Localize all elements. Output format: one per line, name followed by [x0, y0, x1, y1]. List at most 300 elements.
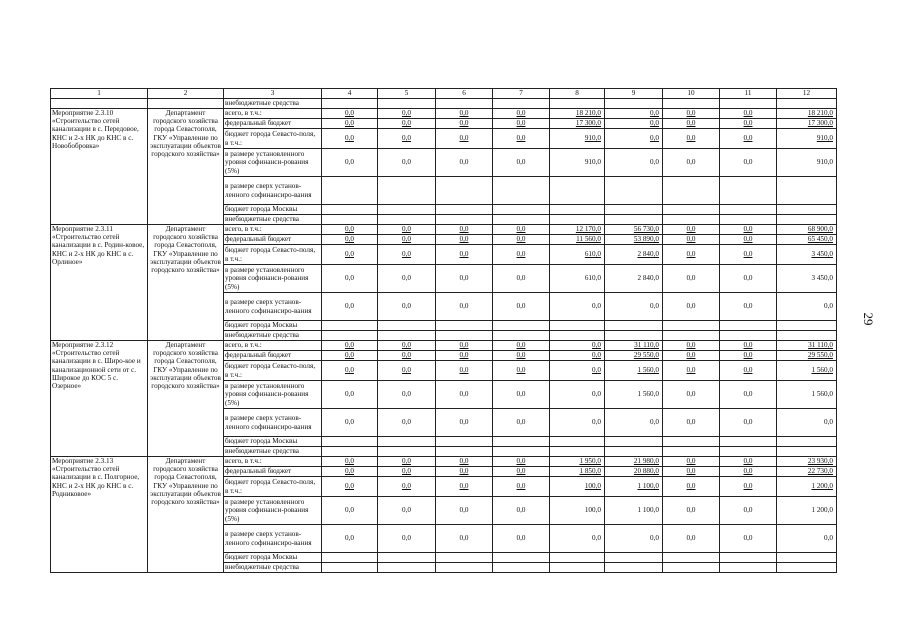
value-cell: 0,0: [720, 119, 777, 129]
value-cell: [720, 177, 777, 205]
value-cell: 0,0: [550, 351, 605, 361]
value-cell: 0,0: [663, 225, 720, 235]
value-cell: 11 560,0: [550, 235, 605, 245]
value-cell: 0,0: [663, 409, 720, 437]
column-header: 6: [436, 89, 493, 99]
event-name: Мероприятие 2.3.13 «Строительство сетей канализации в с. Полгорное, КНС и 2-х НК до КНС в с. Родниковое»: [51, 457, 148, 573]
event-name: Мероприятие 2.3.10 «Строительство сетей канализации в с. Передовое, КНС и 2-х НК до КНС в с. Новобобровка»: [51, 109, 148, 225]
value-cell: 0,0: [378, 225, 436, 235]
value-cell: 2 840,0: [605, 245, 663, 265]
funding-source-label: бюджет города Москвы: [224, 205, 322, 215]
column-header: 7: [493, 89, 550, 99]
column-header: 11: [720, 89, 777, 99]
value-cell: 0,0: [720, 235, 777, 245]
value-cell: 0,0: [493, 225, 550, 235]
value-cell: 0,0: [720, 381, 777, 409]
table-row: [51, 225, 837, 235]
empty-cell: [378, 99, 436, 109]
value-cell: [550, 563, 605, 573]
value-cell: [777, 177, 837, 205]
value-cell: 0,0: [378, 409, 436, 437]
value-cell: [550, 437, 605, 447]
value-cell: 56 730,0: [605, 225, 663, 235]
page-number: 29: [861, 312, 876, 326]
value-cell: [777, 437, 837, 447]
value-cell: [378, 553, 436, 563]
value-cell: 0,0: [378, 119, 436, 129]
value-cell: 0,0: [322, 235, 378, 245]
value-cell: 0,0: [322, 477, 378, 497]
value-cell: 0,0: [378, 109, 436, 119]
value-cell: 0,0: [493, 525, 550, 553]
funding-source-label: федеральный бюджет: [224, 119, 322, 129]
funding-source-label: в размере сверх установ-ленного софинансиро-вания: [224, 525, 322, 553]
value-cell: [663, 331, 720, 341]
value-cell: 0,0: [663, 129, 720, 149]
value-cell: [378, 205, 436, 215]
value-cell: [663, 553, 720, 563]
column-header: 8: [550, 89, 605, 99]
value-cell: 0,0: [378, 235, 436, 245]
value-cell: 0,0: [322, 293, 378, 321]
value-cell: 0,0: [777, 293, 837, 321]
value-cell: 0,0: [663, 293, 720, 321]
value-cell: 0,0: [436, 467, 493, 477]
value-cell: [720, 553, 777, 563]
value-cell: [720, 321, 777, 331]
value-cell: [605, 437, 663, 447]
value-cell: 0,0: [605, 109, 663, 119]
value-cell: [720, 215, 777, 225]
value-cell: 0,0: [436, 265, 493, 293]
value-cell: 1 200,0: [777, 497, 837, 525]
value-cell: [777, 331, 837, 341]
value-cell: [436, 205, 493, 215]
value-cell: 0,0: [720, 467, 777, 477]
value-cell: [436, 437, 493, 447]
value-cell: 0,0: [322, 351, 378, 361]
column-header: 9: [605, 89, 663, 99]
value-cell: 0,0: [605, 409, 663, 437]
value-cell: [720, 205, 777, 215]
value-cell: [493, 177, 550, 205]
value-cell: 0,0: [493, 235, 550, 245]
value-cell: [322, 553, 378, 563]
value-cell: 0,0: [663, 381, 720, 409]
funding-source-label: бюджет города Москвы: [224, 553, 322, 563]
column-header: 10: [663, 89, 720, 99]
value-cell: 0,0: [436, 409, 493, 437]
value-cell: [322, 177, 378, 205]
value-cell: 0,0: [322, 341, 378, 351]
value-cell: [663, 321, 720, 331]
value-cell: 0,0: [777, 409, 837, 437]
table-row: [51, 99, 837, 109]
value-cell: [550, 553, 605, 563]
value-cell: [605, 553, 663, 563]
value-cell: 0,0: [663, 341, 720, 351]
value-cell: 0,0: [322, 467, 378, 477]
value-cell: [605, 331, 663, 341]
value-cell: [777, 447, 837, 457]
value-cell: 0,0: [493, 351, 550, 361]
value-cell: [493, 553, 550, 563]
budget-table: [50, 88, 837, 573]
value-cell: 0,0: [322, 457, 378, 467]
value-cell: 0,0: [720, 149, 777, 177]
value-cell: [436, 563, 493, 573]
value-cell: 0,0: [436, 225, 493, 235]
value-cell: 0,0: [322, 245, 378, 265]
value-cell: 0,0: [720, 457, 777, 467]
value-cell: 0,0: [378, 477, 436, 497]
value-cell: 0,0: [720, 361, 777, 381]
value-cell: 0,0: [322, 497, 378, 525]
value-cell: 0,0: [663, 119, 720, 129]
value-cell: [663, 563, 720, 573]
value-cell: 0,0: [493, 265, 550, 293]
value-cell: 0,0: [720, 245, 777, 265]
value-cell: 0,0: [493, 497, 550, 525]
empty-cell: [605, 99, 663, 109]
value-cell: [493, 437, 550, 447]
value-cell: 0,0: [436, 497, 493, 525]
value-cell: [605, 447, 663, 457]
value-cell: 0,0: [378, 149, 436, 177]
value-cell: 0,0: [493, 129, 550, 149]
executor: Департамент городского хозяйства города Севастополя, ГКУ «Управление по эксплуатации объектов городского хозяйства»: [148, 225, 224, 341]
value-cell: 31 110,0: [605, 341, 663, 351]
value-cell: 0,0: [720, 129, 777, 149]
value-cell: 0,0: [605, 119, 663, 129]
value-cell: [436, 321, 493, 331]
value-cell: 0,0: [322, 225, 378, 235]
value-cell: 0,0: [550, 381, 605, 409]
value-cell: 53 890,0: [605, 235, 663, 245]
funding-source-label: в размере сверх установ-ленного софинансиро-вания: [224, 293, 322, 321]
value-cell: [605, 205, 663, 215]
value-cell: [720, 437, 777, 447]
value-cell: [378, 563, 436, 573]
value-cell: [493, 447, 550, 457]
value-cell: [663, 205, 720, 215]
value-cell: 0,0: [550, 525, 605, 553]
value-cell: [777, 563, 837, 573]
value-cell: [493, 563, 550, 573]
column-header: 5: [378, 89, 436, 99]
value-cell: 910,0: [777, 129, 837, 149]
value-cell: [378, 331, 436, 341]
value-cell: 0,0: [663, 457, 720, 467]
value-cell: [550, 331, 605, 341]
value-cell: 0,0: [720, 293, 777, 321]
value-cell: 100,0: [550, 477, 605, 497]
value-cell: 17 300,0: [777, 119, 837, 129]
funding-source-label: бюджет города Севасто-поля, в т.ч.:: [224, 245, 322, 265]
value-cell: [436, 447, 493, 457]
funding-source-label: внебюджетные средства: [224, 563, 322, 573]
value-cell: 0,0: [605, 293, 663, 321]
value-cell: [493, 215, 550, 225]
value-cell: 0,0: [550, 361, 605, 381]
value-cell: 0,0: [436, 149, 493, 177]
value-cell: 0,0: [436, 129, 493, 149]
value-cell: [322, 437, 378, 447]
funding-source-label: всего, в т.ч.:: [224, 225, 322, 235]
value-cell: 0,0: [663, 497, 720, 525]
empty-cell: [493, 99, 550, 109]
value-cell: [720, 331, 777, 341]
value-cell: 0,0: [493, 477, 550, 497]
value-cell: 0,0: [436, 525, 493, 553]
value-cell: 0,0: [720, 265, 777, 293]
funding-source-label: всего, в т.ч.:: [224, 341, 322, 351]
funding-source-label: внебюджетные средства: [224, 99, 322, 109]
value-cell: 0,0: [605, 129, 663, 149]
executor: Департамент городского хозяйства города Севастополя, ГКУ «Управление по эксплуатации объектов городского хозяйства»: [148, 341, 224, 457]
funding-source-label: федеральный бюджет: [224, 467, 322, 477]
value-cell: 1 100,0: [605, 497, 663, 525]
value-cell: 0,0: [493, 467, 550, 477]
value-cell: 610,0: [550, 245, 605, 265]
value-cell: 0,0: [378, 525, 436, 553]
value-cell: 0,0: [378, 497, 436, 525]
empty-cell: [550, 99, 605, 109]
empty-cell: [436, 99, 493, 109]
value-cell: 0,0: [663, 235, 720, 245]
value-cell: 0,0: [436, 381, 493, 409]
value-cell: 0,0: [322, 361, 378, 381]
value-cell: 0,0: [720, 341, 777, 351]
column-header: 4: [322, 89, 378, 99]
value-cell: 0,0: [605, 149, 663, 177]
value-cell: 0,0: [436, 341, 493, 351]
value-cell: 1 950,0: [550, 457, 605, 467]
value-cell: 0,0: [550, 409, 605, 437]
value-cell: 0,0: [378, 467, 436, 477]
event-name: Мероприятие 2.3.12 «Строительство сетей канализации в с. Широ-кое и канализационной сети от с. Широкое до КОС 5 с. Озерное»: [51, 341, 148, 457]
value-cell: [322, 563, 378, 573]
value-cell: 18 210,0: [777, 109, 837, 119]
value-cell: 910,0: [550, 149, 605, 177]
value-cell: 0,0: [322, 109, 378, 119]
value-cell: [322, 215, 378, 225]
value-cell: 0,0: [436, 351, 493, 361]
value-cell: 0,0: [436, 245, 493, 265]
value-cell: 0,0: [663, 361, 720, 381]
value-cell: [322, 205, 378, 215]
value-cell: 0,0: [550, 293, 605, 321]
value-cell: 0,0: [663, 351, 720, 361]
table-row: [51, 341, 837, 351]
value-cell: [378, 321, 436, 331]
value-cell: 0,0: [322, 149, 378, 177]
funding-source-label: внебюджетные средства: [224, 331, 322, 341]
value-cell: 0,0: [720, 109, 777, 119]
value-cell: 0,0: [493, 119, 550, 129]
value-cell: 0,0: [378, 265, 436, 293]
value-cell: 68 900,0: [777, 225, 837, 235]
value-cell: 18 210,0: [550, 109, 605, 119]
value-cell: [720, 447, 777, 457]
value-cell: 0,0: [663, 477, 720, 497]
empty-cell: [51, 99, 148, 109]
value-cell: 0,0: [322, 129, 378, 149]
value-cell: 0,0: [493, 245, 550, 265]
value-cell: 0,0: [720, 351, 777, 361]
value-cell: 0,0: [436, 235, 493, 245]
value-cell: 0,0: [322, 119, 378, 129]
value-cell: [436, 215, 493, 225]
funding-source-label: в размере установленного уровня софинанси-рования (5%): [224, 497, 322, 525]
value-cell: [322, 447, 378, 457]
value-cell: 0,0: [493, 149, 550, 177]
value-cell: 0,0: [720, 497, 777, 525]
value-cell: 0,0: [605, 525, 663, 553]
empty-cell: [663, 99, 720, 109]
empty-cell: [148, 99, 224, 109]
value-cell: [663, 215, 720, 225]
value-cell: [493, 205, 550, 215]
value-cell: 65 450,0: [777, 235, 837, 245]
value-cell: 0,0: [378, 351, 436, 361]
value-cell: 0,0: [720, 525, 777, 553]
funding-source-label: всего, в т.ч.:: [224, 109, 322, 119]
table-row: [51, 457, 837, 467]
value-cell: [378, 177, 436, 205]
value-cell: [605, 563, 663, 573]
value-cell: 0,0: [378, 381, 436, 409]
value-cell: 29 550,0: [605, 351, 663, 361]
value-cell: 0,0: [493, 293, 550, 321]
value-cell: 0,0: [322, 381, 378, 409]
funding-source-label: бюджет города Севасто-поля, в т.ч.:: [224, 129, 322, 149]
event-name: Мероприятие 2.3.11 «Строительство сетей канализации в с. Родин-ковое, КНС и 2-х НК до КНС в с. Орлиное»: [51, 225, 148, 341]
value-cell: [550, 215, 605, 225]
empty-cell: [720, 99, 777, 109]
value-cell: 0,0: [436, 119, 493, 129]
funding-source-label: федеральный бюджет: [224, 235, 322, 245]
value-cell: [777, 215, 837, 225]
value-cell: [777, 205, 837, 215]
value-cell: 0,0: [436, 109, 493, 119]
value-cell: 12 170,0: [550, 225, 605, 235]
value-cell: 0,0: [322, 525, 378, 553]
value-cell: 100,0: [550, 497, 605, 525]
value-cell: 1 560,0: [777, 381, 837, 409]
value-cell: [378, 447, 436, 457]
value-cell: 0,0: [493, 109, 550, 119]
value-cell: 0,0: [493, 341, 550, 351]
value-cell: [550, 447, 605, 457]
value-cell: 0,0: [436, 477, 493, 497]
value-cell: 21 980,0: [605, 457, 663, 467]
funding-source-label: в размере установленного уровня софинанси-рования (5%): [224, 265, 322, 293]
value-cell: 1 200,0: [777, 477, 837, 497]
column-header: 3: [224, 89, 322, 99]
funding-source-label: бюджет города Севасто-поля, в т.ч.:: [224, 361, 322, 381]
value-cell: 0,0: [322, 265, 378, 293]
funding-source-label: федеральный бюджет: [224, 351, 322, 361]
value-cell: 0,0: [493, 409, 550, 437]
value-cell: 610,0: [550, 265, 605, 293]
value-cell: 910,0: [777, 149, 837, 177]
funding-source-label: в размере сверх установ-ленного софинансиро-вания: [224, 409, 322, 437]
value-cell: [605, 215, 663, 225]
value-cell: 0,0: [720, 409, 777, 437]
value-cell: 1 850,0: [550, 467, 605, 477]
value-cell: [322, 331, 378, 341]
value-cell: [378, 215, 436, 225]
value-cell: [436, 331, 493, 341]
funding-source-label: всего, в т.ч.:: [224, 457, 322, 467]
value-cell: 3 450,0: [777, 265, 837, 293]
empty-cell: [777, 99, 837, 109]
value-cell: [436, 553, 493, 563]
value-cell: 0,0: [663, 149, 720, 177]
value-cell: 0,0: [493, 457, 550, 467]
value-cell: [605, 321, 663, 331]
value-cell: 0,0: [378, 129, 436, 149]
value-cell: 910,0: [550, 129, 605, 149]
value-cell: 0,0: [663, 109, 720, 119]
value-cell: [777, 553, 837, 563]
value-cell: 0,0: [436, 293, 493, 321]
value-cell: [720, 563, 777, 573]
value-cell: 1 100,0: [605, 477, 663, 497]
column-header: 2: [148, 89, 224, 99]
funding-source-label: бюджет города Севасто-поля, в т.ч.:: [224, 477, 322, 497]
value-cell: 0,0: [663, 245, 720, 265]
value-cell: 1 560,0: [605, 361, 663, 381]
value-cell: [777, 321, 837, 331]
value-cell: [605, 177, 663, 205]
value-cell: 0,0: [436, 457, 493, 467]
executor: Департамент городского хозяйства города Севастополя, ГКУ «Управление по эксплуатации объектов городского хозяйства»: [148, 109, 224, 225]
value-cell: 0,0: [378, 361, 436, 381]
funding-source-label: в размере сверх установ-ленного софинансиро-вания: [224, 177, 322, 205]
value-cell: [663, 447, 720, 457]
value-cell: [378, 437, 436, 447]
value-cell: [550, 177, 605, 205]
value-cell: 0,0: [378, 457, 436, 467]
value-cell: 0,0: [720, 477, 777, 497]
value-cell: 1 560,0: [777, 361, 837, 381]
value-cell: 0,0: [322, 409, 378, 437]
funding-source-label: в размере установленного уровня софинанси-рования (5%): [224, 149, 322, 177]
value-cell: [436, 177, 493, 205]
funding-source-label: в размере установленного уровня софинанси-рования (5%): [224, 381, 322, 409]
funding-source-label: внебюджетные средства: [224, 447, 322, 457]
value-cell: 0,0: [436, 361, 493, 381]
value-cell: 0,0: [378, 293, 436, 321]
value-cell: 2 840,0: [605, 265, 663, 293]
funding-source-label: бюджет города Москвы: [224, 437, 322, 447]
value-cell: [322, 321, 378, 331]
value-cell: [493, 321, 550, 331]
value-cell: 0,0: [378, 341, 436, 351]
value-cell: [550, 321, 605, 331]
value-cell: 17 300,0: [550, 119, 605, 129]
value-cell: 0,0: [550, 341, 605, 351]
value-cell: 20 880,0: [605, 467, 663, 477]
value-cell: 23 930,0: [777, 457, 837, 467]
value-cell: 3 450,0: [777, 245, 837, 265]
value-cell: 0,0: [493, 381, 550, 409]
empty-cell: [322, 99, 378, 109]
column-header: 12: [777, 89, 837, 99]
value-cell: 0,0: [493, 361, 550, 381]
